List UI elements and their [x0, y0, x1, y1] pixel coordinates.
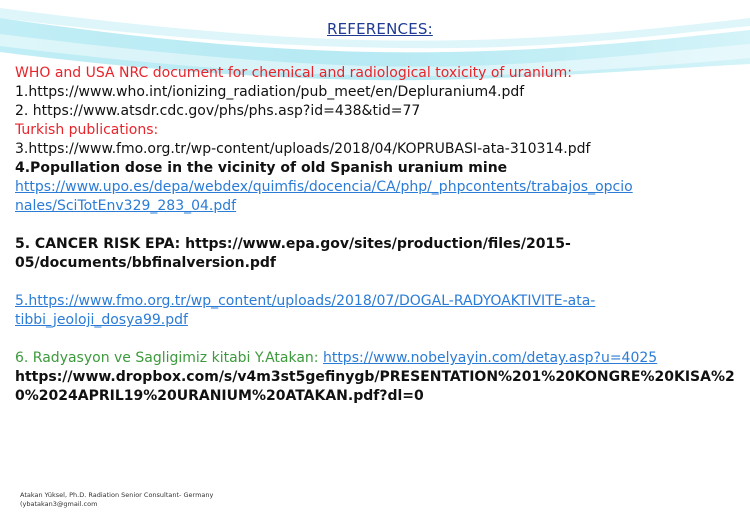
- references-list: [15, 64, 745, 406]
- reference-4-link-cont[interactable]: nales/SciTotEnv329_283_04.pdf: [15, 198, 237, 214]
- footer-email: (ybatakan3@gmail.com: [20, 500, 98, 508]
- reference-6-label: 6. Radyasyon ve Sagligimiz kitabi Y.Atakan:: [15, 350, 323, 366]
- footer-author: Atakan Yüksel, Ph.D. Radiation Senior Consultant- Germany: [20, 491, 214, 499]
- who-heading: WHO and USA NRC document for chemical and radiological toxicity of uranium:: [15, 65, 572, 81]
- reference-3: 3.https://www.fmo.org.tr/wp-content/uploads/2018/04/KOPRUBASI-ata-310314.pdf: [15, 141, 591, 157]
- reference-4-title: 4.Popullation dose in the vicinity of old Spanish uranium mine: [15, 160, 508, 176]
- dropbox-link-cont: 0%2024APRIL19%20URANIUM%20ATAKAN.pdf?dl=0: [15, 388, 424, 404]
- dropbox-link: https://www.dropbox.com/s/v4m3st5gefinygb/PRESENTATION%201%20KONGRE%20KISA%2: [15, 369, 735, 385]
- reference-6-link[interactable]: https://www.nobelyayin.com/detay.asp?u=4025: [322, 350, 658, 366]
- reference-2: 2. https://www.atsdr.cdc.gov/phs/phs.asp?id=438&tid=77: [15, 103, 421, 119]
- reference-5: 5. CANCER RISK EPA: https://www.epa.gov/sites/production/files/2015-: [15, 236, 571, 252]
- reference-1: 1.https://www.who.int/ionizing_radiation/pub_meet/en/Depluranium4.pdf: [15, 84, 525, 100]
- reference-6: [15, 349, 745, 368]
- slide-title: REFERENCES:: [327, 20, 433, 38]
- footer-credit: [20, 491, 213, 509]
- reference-5-cont: 05/documents/bbfinalversion.pdf: [15, 255, 277, 271]
- reference-4-link[interactable]: https://www.upo.es/depa/webdex/quimfis/docencia/CA/php/_phpcontents/trabajos_opcio: [15, 179, 633, 195]
- reference-5b-link[interactable]: 5.https://www.fmo.org.tr/wp_content/uploads/2018/07/DOGAL-RADYOAKTIVITE-ata-: [15, 293, 596, 309]
- reference-5b-link-cont[interactable]: tibbi_jeoloji_dosya99.pdf: [15, 312, 188, 328]
- turkish-heading: Turkish publications:: [15, 122, 159, 138]
